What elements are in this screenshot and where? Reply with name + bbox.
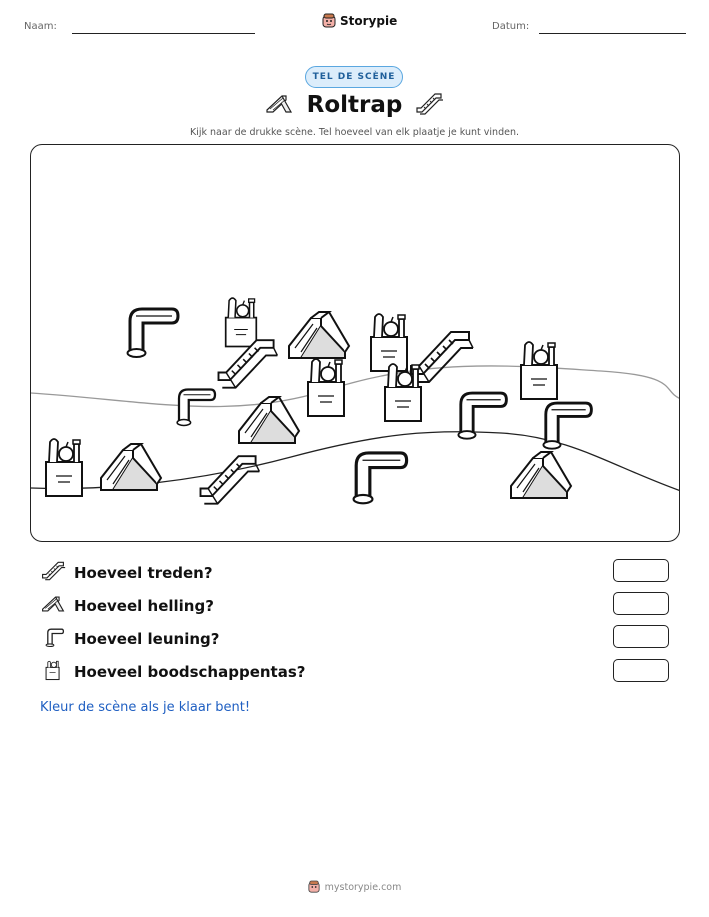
slide-icon bbox=[40, 593, 66, 619]
scene-escalator-icon bbox=[411, 332, 473, 382]
railing-icon bbox=[40, 626, 66, 652]
name-field[interactable] bbox=[72, 33, 255, 34]
scene-drawing bbox=[31, 145, 680, 542]
scene-slide-icon bbox=[289, 312, 349, 358]
date-label: Datum: bbox=[492, 21, 530, 32]
scene-slide-icon bbox=[239, 397, 299, 443]
question-row-railing bbox=[40, 627, 219, 651]
answer-box-slide[interactable] bbox=[613, 592, 669, 615]
date-field[interactable] bbox=[539, 33, 686, 34]
scene-shopping-bag-icon bbox=[226, 298, 257, 346]
brand-logo bbox=[322, 13, 397, 29]
scene-shopping-bag-icon bbox=[385, 364, 421, 421]
scene-slide-icon bbox=[511, 452, 571, 498]
instructions: Kijk naar de drukke scène. Tel hoeveel van elk plaatje je kunt vinden. bbox=[190, 127, 519, 138]
page-title: Roltrap bbox=[306, 92, 403, 118]
activity-badge: TEL DE SCÈNE bbox=[305, 66, 403, 88]
question-text: Hoeveel leuning? bbox=[74, 630, 220, 648]
brand-name: Storypie bbox=[340, 14, 398, 28]
question-text: Hoeveel treden? bbox=[74, 564, 213, 582]
pie-mascot-icon bbox=[322, 13, 336, 29]
scene-shopping-bag-icon bbox=[46, 439, 82, 496]
scene-slide-icon bbox=[101, 444, 161, 490]
answer-box-railing[interactable] bbox=[613, 625, 669, 648]
ground-line-back bbox=[31, 366, 680, 407]
footer-url: mystorypie.com bbox=[324, 881, 402, 893]
answer-box-bag[interactable] bbox=[613, 659, 669, 682]
scene-railing-icon bbox=[543, 403, 591, 449]
question-text: Hoeveel helling? bbox=[74, 597, 214, 615]
escalator-icon bbox=[40, 560, 66, 586]
scene-shopping-bag-icon bbox=[371, 314, 407, 371]
coloring-prompt: Kleur de scène als je klaar bent! bbox=[40, 700, 251, 715]
scene-railing-icon bbox=[177, 390, 215, 426]
counting-scene bbox=[30, 144, 680, 542]
question-row-slide bbox=[40, 594, 214, 618]
scene-shopping-bag-icon bbox=[308, 359, 344, 416]
name-label: Naam: bbox=[24, 21, 57, 32]
escalator-icon bbox=[414, 92, 444, 120]
scene-escalator-icon bbox=[201, 456, 260, 504]
question-row-escalator bbox=[40, 561, 213, 585]
answer-box-escalator[interactable] bbox=[613, 559, 669, 582]
scene-shopping-bag-icon bbox=[521, 342, 557, 399]
scene-railing-icon bbox=[354, 453, 407, 503]
question-text: Hoeveel boodschappentas? bbox=[74, 663, 306, 681]
footer bbox=[0, 880, 709, 894]
pie-mascot-icon bbox=[308, 880, 320, 894]
question-row-bag bbox=[40, 660, 305, 684]
scene-railing-icon bbox=[128, 309, 179, 357]
shopping-bag-icon bbox=[40, 659, 66, 685]
